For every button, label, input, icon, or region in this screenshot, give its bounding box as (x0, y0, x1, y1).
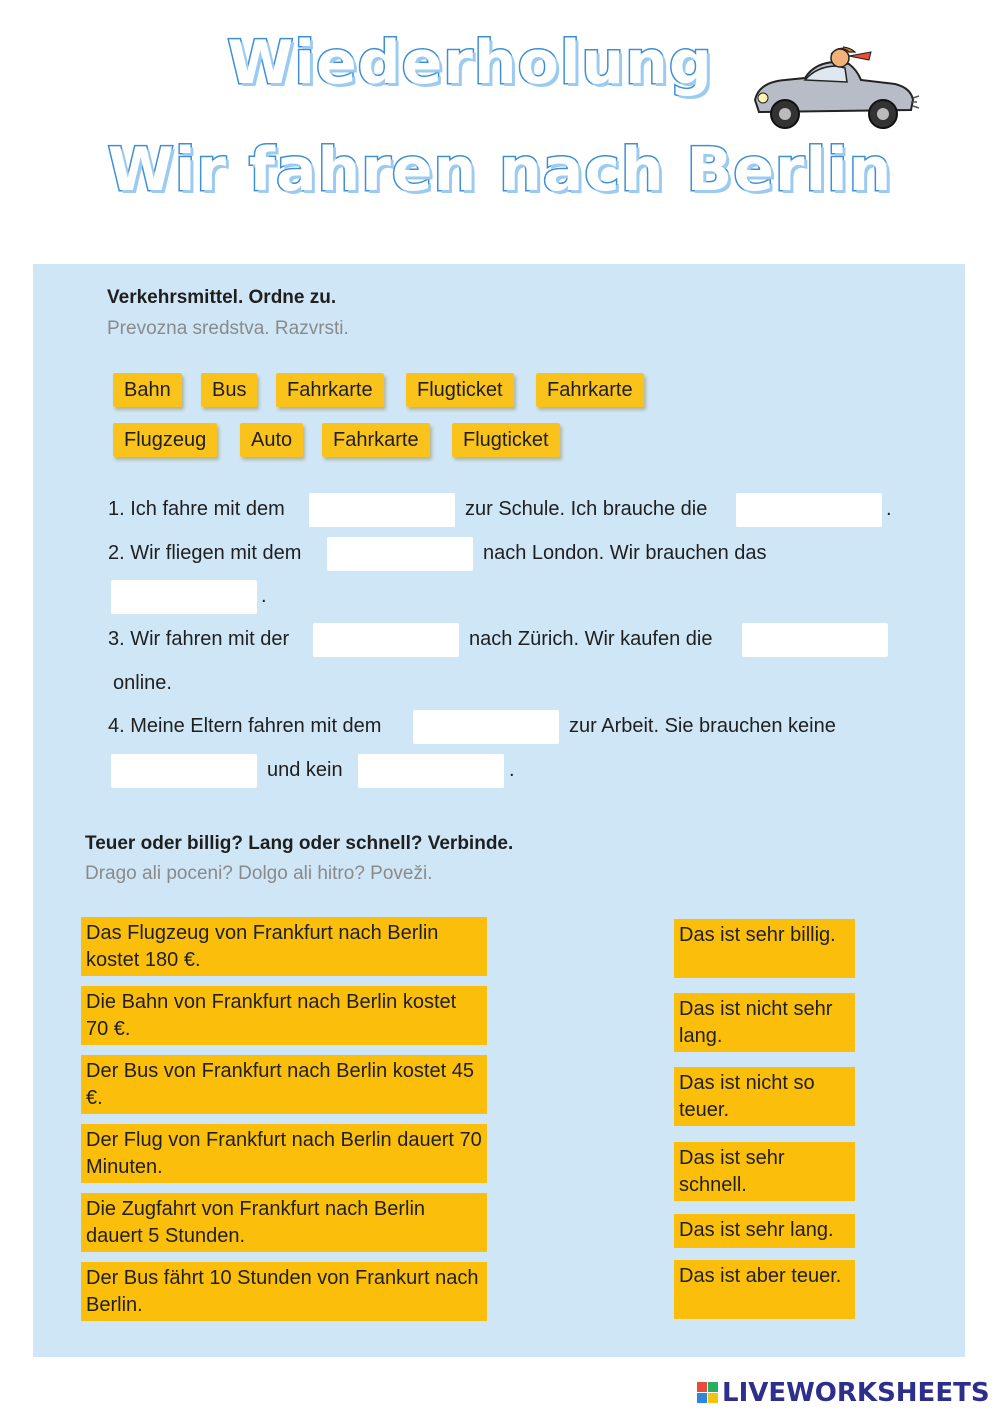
sentence4-part2: zur Arbeit. Sie brauchen keine (569, 715, 836, 737)
match-left-item[interactable]: Die Zugfahrt von Frankfurt nach Berlin dauert 5 Stunden. (81, 1193, 487, 1252)
word-chip[interactable]: Bahn (113, 373, 182, 407)
drop-target-blank[interactable] (736, 493, 882, 527)
match-right-item[interactable]: Das ist sehr billig. (674, 919, 855, 978)
drop-target-blank[interactable] (111, 580, 257, 614)
word-chip[interactable]: Fahrkarte (536, 373, 644, 407)
sentence3-end: online. (113, 672, 172, 694)
exercise2-subheading: Drago ali poceni? Dolgo ali hitro? Poveži. (85, 863, 433, 884)
match-right-item[interactable]: Das ist nicht so teuer. (674, 1067, 855, 1126)
match-right-item[interactable]: Das ist sehr lang. (674, 1214, 855, 1248)
word-chip[interactable]: Auto (240, 423, 303, 457)
word-chip[interactable]: Flugticket (452, 423, 560, 457)
drop-target-blank[interactable] (742, 623, 888, 657)
exercise1-heading: Verkehrsmittel. Ordne zu. (107, 287, 337, 308)
match-left-item[interactable]: Das Flugzeug von Frankfurt nach Berlin kostet 180 €. (81, 917, 487, 976)
drop-target-blank[interactable] (111, 754, 257, 788)
match-left-item[interactable]: Der Bus fährt 10 Stunden von Frankurt nach Berlin. (81, 1262, 487, 1321)
match-left-item[interactable]: Der Flug von Frankfurt nach Berlin dauert 70 Minuten. (81, 1124, 487, 1183)
worksheet-title-line2: Wir fahren nach Berlin (107, 135, 893, 205)
sentence2-part2: nach London. Wir brauchen das (483, 542, 767, 564)
word-chip[interactable]: Bus (201, 373, 257, 407)
match-right-item[interactable]: Das ist aber teuer. (674, 1260, 855, 1319)
sentence4-end: . (509, 759, 515, 781)
word-chip[interactable]: Fahrkarte (276, 373, 384, 407)
word-chip[interactable]: Flugticket (406, 373, 514, 407)
match-right-item[interactable]: Das ist nicht sehr lang. (674, 993, 855, 1052)
drop-target-blank[interactable] (327, 537, 473, 571)
sentence2-part1: 2. Wir fliegen mit dem (108, 542, 302, 564)
drop-target-blank[interactable] (313, 623, 459, 657)
liveworksheets-logo (697, 1378, 990, 1408)
sentence1-part2: zur Schule. Ich brauche die (465, 498, 708, 520)
car-illustration (745, 40, 920, 135)
drop-target-blank[interactable] (309, 493, 455, 527)
drop-target-blank[interactable] (413, 710, 559, 744)
exercise1-subheading: Prevozna sredstva. Razvrsti. (107, 318, 349, 339)
drop-target-blank[interactable] (358, 754, 504, 788)
exercise2-heading: Teuer oder billig? Lang oder schnell? Verbinde. (85, 833, 514, 854)
match-left-item[interactable]: Der Bus von Frankfurt nach Berlin kostet 45 €. (81, 1055, 487, 1114)
sentence3-part1: 3. Wir fahren mit der (108, 628, 290, 650)
sentence1-part1: 1. Ich fahre mit dem (108, 498, 285, 520)
match-right-item[interactable]: Das ist sehr schnell. (674, 1142, 855, 1201)
sentence3-part2: nach Zürich. Wir kaufen die (469, 628, 713, 650)
liveworksheets-logo-icon (697, 1382, 719, 1404)
word-chip[interactable]: Fahrkarte (322, 423, 430, 457)
sentence2-end: . (261, 585, 267, 607)
worksheet-title-line1: Wiederholung (227, 28, 713, 98)
liveworksheets-logo-text: LIVEWORKSHEETS (722, 1378, 990, 1408)
match-left-item[interactable]: Die Bahn von Frankfurt nach Berlin kostet 70 €. (81, 986, 487, 1045)
word-chip[interactable]: Flugzeug (113, 423, 217, 457)
sentence1-end: . (886, 498, 892, 520)
sentence4-part3: und kein (267, 759, 343, 781)
sentence4-part1: 4. Meine Eltern fahren mit dem (108, 715, 382, 737)
